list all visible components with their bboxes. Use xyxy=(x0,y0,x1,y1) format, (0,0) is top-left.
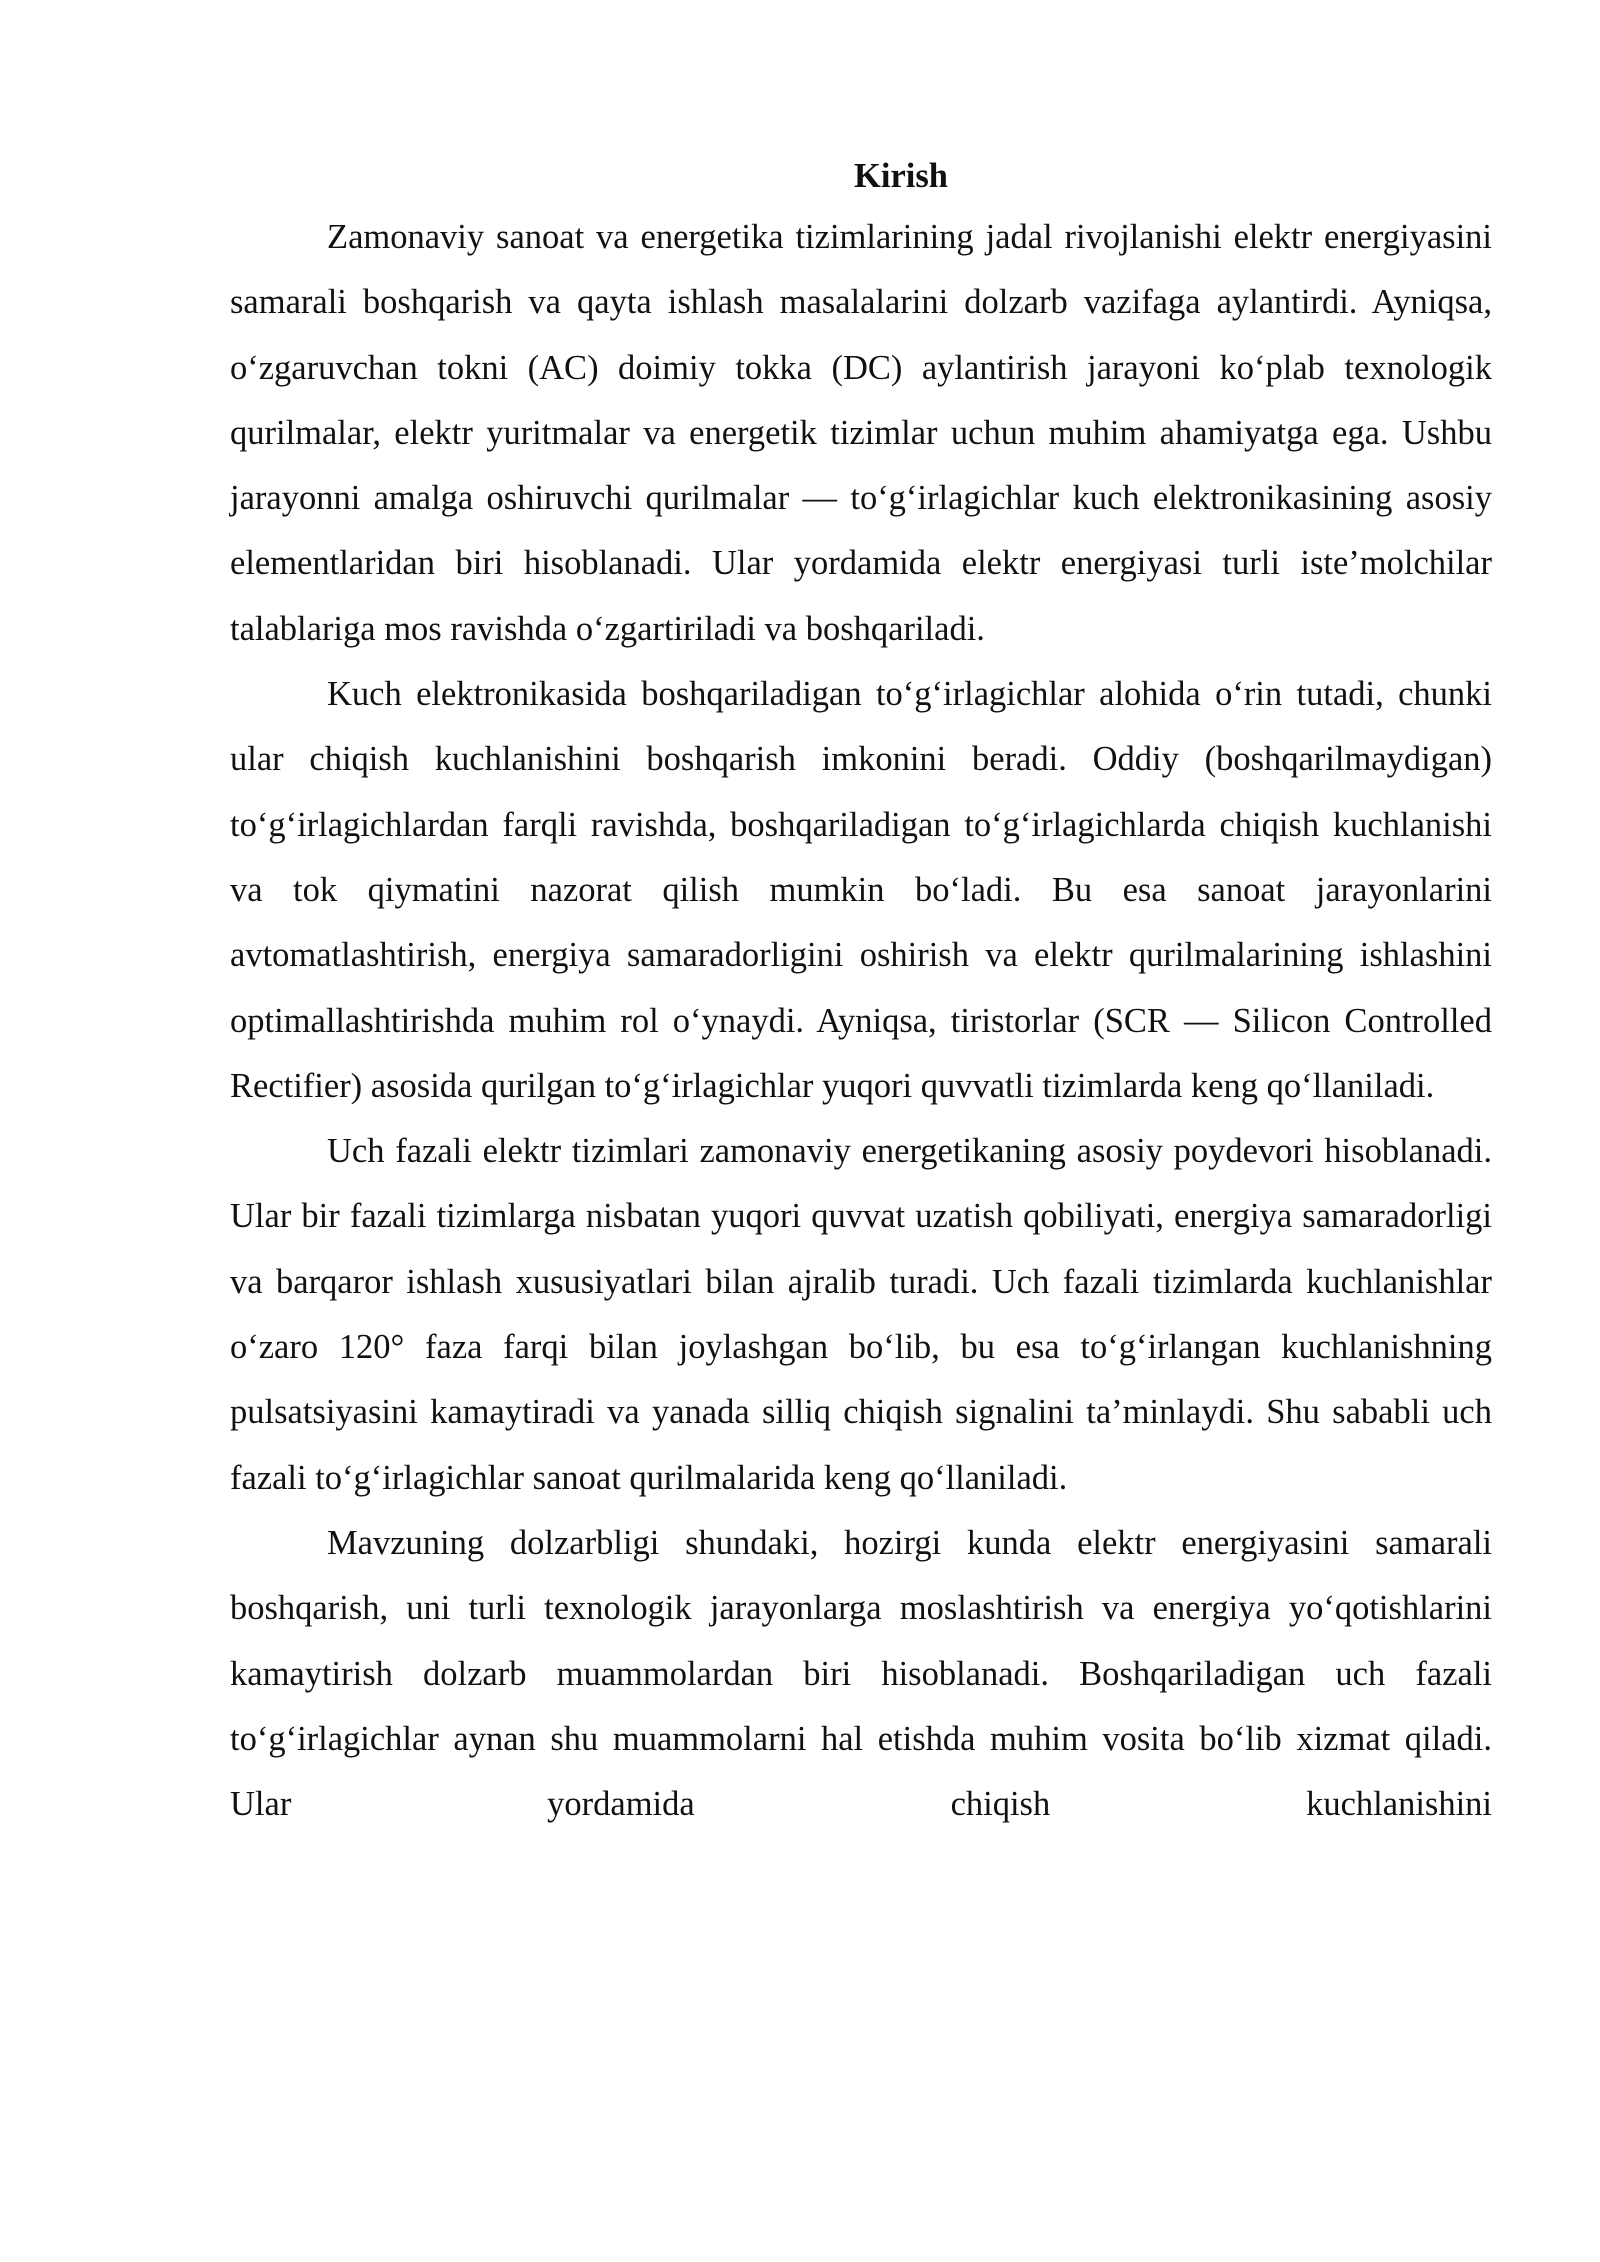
document-body xyxy=(230,150,1492,1837)
section-title: Kirish xyxy=(854,157,948,195)
paragraph-1: Zamonaviy sanoat va energetika tizimlarining jadal rivojlanishi elektr energiyasini samarali boshqarish va qayta ishlash masalalarini dolzarb vazifaga aylantirdi. Ayniqsa, o‘zgaruvchan tokni (AC) doimiy tokka (DC) aylantirish jarayoni ko‘plab texnologik qurilmalar, elektr yuritmalar va energetik tizimlar uchun muhim ahamiyatga ega. Ushbu jarayonni amalga oshiruvchi qurilmalar — to‘g‘irlagichlar kuch elektronikasining asosiy elementlaridan biri hisoblanadi. Ular yordamida elektr energiyasi turli iste’molchilar talablariga mos ravishda o‘zgartiriladi va boshqariladi. xyxy=(230,218,1492,648)
paragraph-3: Uch fazali elektr tizimlari zamonaviy energetikaning asosiy poydevori hisoblanadi. Ular bir fazali tizimlarga nisbatan yuqori quvvat uzatish qobiliyati, energiya samaradorligi va barqaror ishlash xususiyatlari bilan ajralib turadi. Uch fazali tizimlarda kuchlanishlar o‘zaro 120° faza farqi bilan joylashgan bo‘lib, bu esa to‘g‘irlangan kuchlanishning pulsatsiyasini kamaytiradi va yanada silliq chiqish signalini ta’minlaydi. Shu sababli uch fazali to‘g‘irlagichlar sanoat qurilmalarida keng qo‘llaniladi. xyxy=(230,1132,1492,1497)
paragraph-2: Kuch elektronikasida boshqariladigan to‘g‘irlagichlar alohida o‘rin tutadi, chunki ular chiqish kuchlanishini boshqarish imkonini beradi. Oddiy (boshqarilmaydigan) to‘g‘irlagichlardan farqli ravishda, boshqariladigan to‘g‘irlagichlarda chiqish kuchlanishi va tok qiymatini nazorat qilish mumkin bo‘ladi. Bu esa sanoat jarayonlarini avtomatlashtirish, energiya samaradorligini oshirish va elektr qurilmalarining ishlashini optimallashtirishda muhim rol o‘ynaydi. Ayniqsa, tiristorlar (SCR — Silicon Controlled Rectifier) asosida qurilgan to‘g‘irlagichlar yuqori quvvatli tizimlarda keng qo‘llaniladi. xyxy=(230,675,1492,1105)
paragraph-4: Mavzuning dolzarbligi shundaki, hozirgi kunda elektr energiyasini samarali boshqarish, uni turli texnologik jarayonlarga moslashtirish va energiya yo‘qotishlarini kamaytirish dolzarb muammolardan biri hisoblanadi. Boshqariladigan uch fazali to‘g‘irlagichlar aynan shu muammolarni hal etishda muhim vosita bo‘lib xizmat qiladi. Ular yordamida chiqish kuchlanishini xyxy=(230,1523,1492,1824)
